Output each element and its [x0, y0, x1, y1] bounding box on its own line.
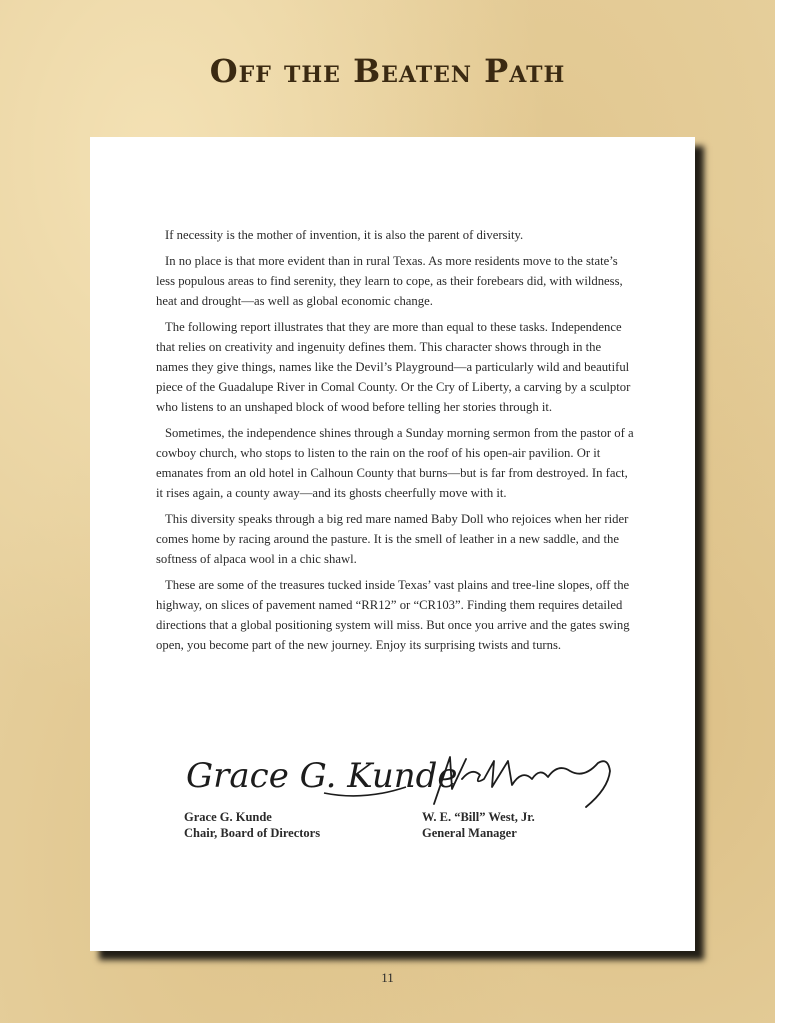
- signer-right: [422, 809, 662, 841]
- letter-body: [156, 225, 636, 661]
- signer-right-name: W. E. “Bill” West, Jr.: [422, 810, 535, 824]
- paragraph-5: This diversity speaks through a big red mare named Baby Doll who rejoices when her rider comes home by racing around the pasture. It is the smell of leather in a new saddle, and the softness of alpaca wool in a chic shawl.: [156, 512, 629, 566]
- signer-left-name: Grace G. Kunde: [184, 810, 272, 824]
- page-title: Off the Beaten Path: [209, 52, 566, 90]
- paragraph-3: The following report illustrates that they are more than equal to these tasks. Independence that relies on creativity and ingenuity defines them. This character shows through in the names they give things, names like the Devil’s Playground—a particularly wild and beautiful piece of the Guadalupe River in Comal County. Or the Cry of Liberty, a carving by a sculptor who listens to an unshaped block of wood before telling her stories through it.: [156, 320, 631, 414]
- paragraph-6: These are some of the treasures tucked inside Texas’ vast plains and tree-line slopes, off the highway, on slices of pavement named “RR12” or “CR103”. Finding them requires detailed directions that a global positioning system will miss. But once you arrive and the gates swing open, you become part of the new journey. Enjoy its surprising twists and turns.: [156, 578, 630, 652]
- signer-left-title: Chair, Board of Directors: [184, 826, 321, 840]
- page-number: 11: [381, 970, 394, 985]
- signature-grace-kunde: [184, 749, 458, 809]
- signer-right-title: General Manager: [422, 826, 517, 840]
- page-edge: [775, 0, 791, 1023]
- signature-block-right: [422, 749, 662, 841]
- signer-left: [184, 809, 414, 841]
- paragraph-4: Sometimes, the independence shines through a Sunday morning sermon from the pastor of a cowboy church, who stops to listen to the rain on the roof of his open-air pavilion. Or it emanates from an old hotel in Calhoun County that burns—but is far from destroyed. In fact, it rises again, a county away—and its ghosts cheerfully move with it.: [156, 426, 634, 500]
- paragraph-2: In no place is that more evident than in rural Texas. As more residents move to the state’s less populous areas to find serenity, they learn to cope, as their forebears did, with wildness, heat and drought—as well as global economic change.: [156, 254, 623, 308]
- letter-card: [90, 137, 695, 951]
- svg-text:Grace G. Kunde: Grace G. Kunde: [186, 756, 458, 796]
- paragraph-1: If necessity is the mother of invention, it is also the parent of diversity.: [165, 228, 524, 242]
- signature-bill-west: [422, 749, 662, 809]
- signature-block-left: [184, 749, 458, 841]
